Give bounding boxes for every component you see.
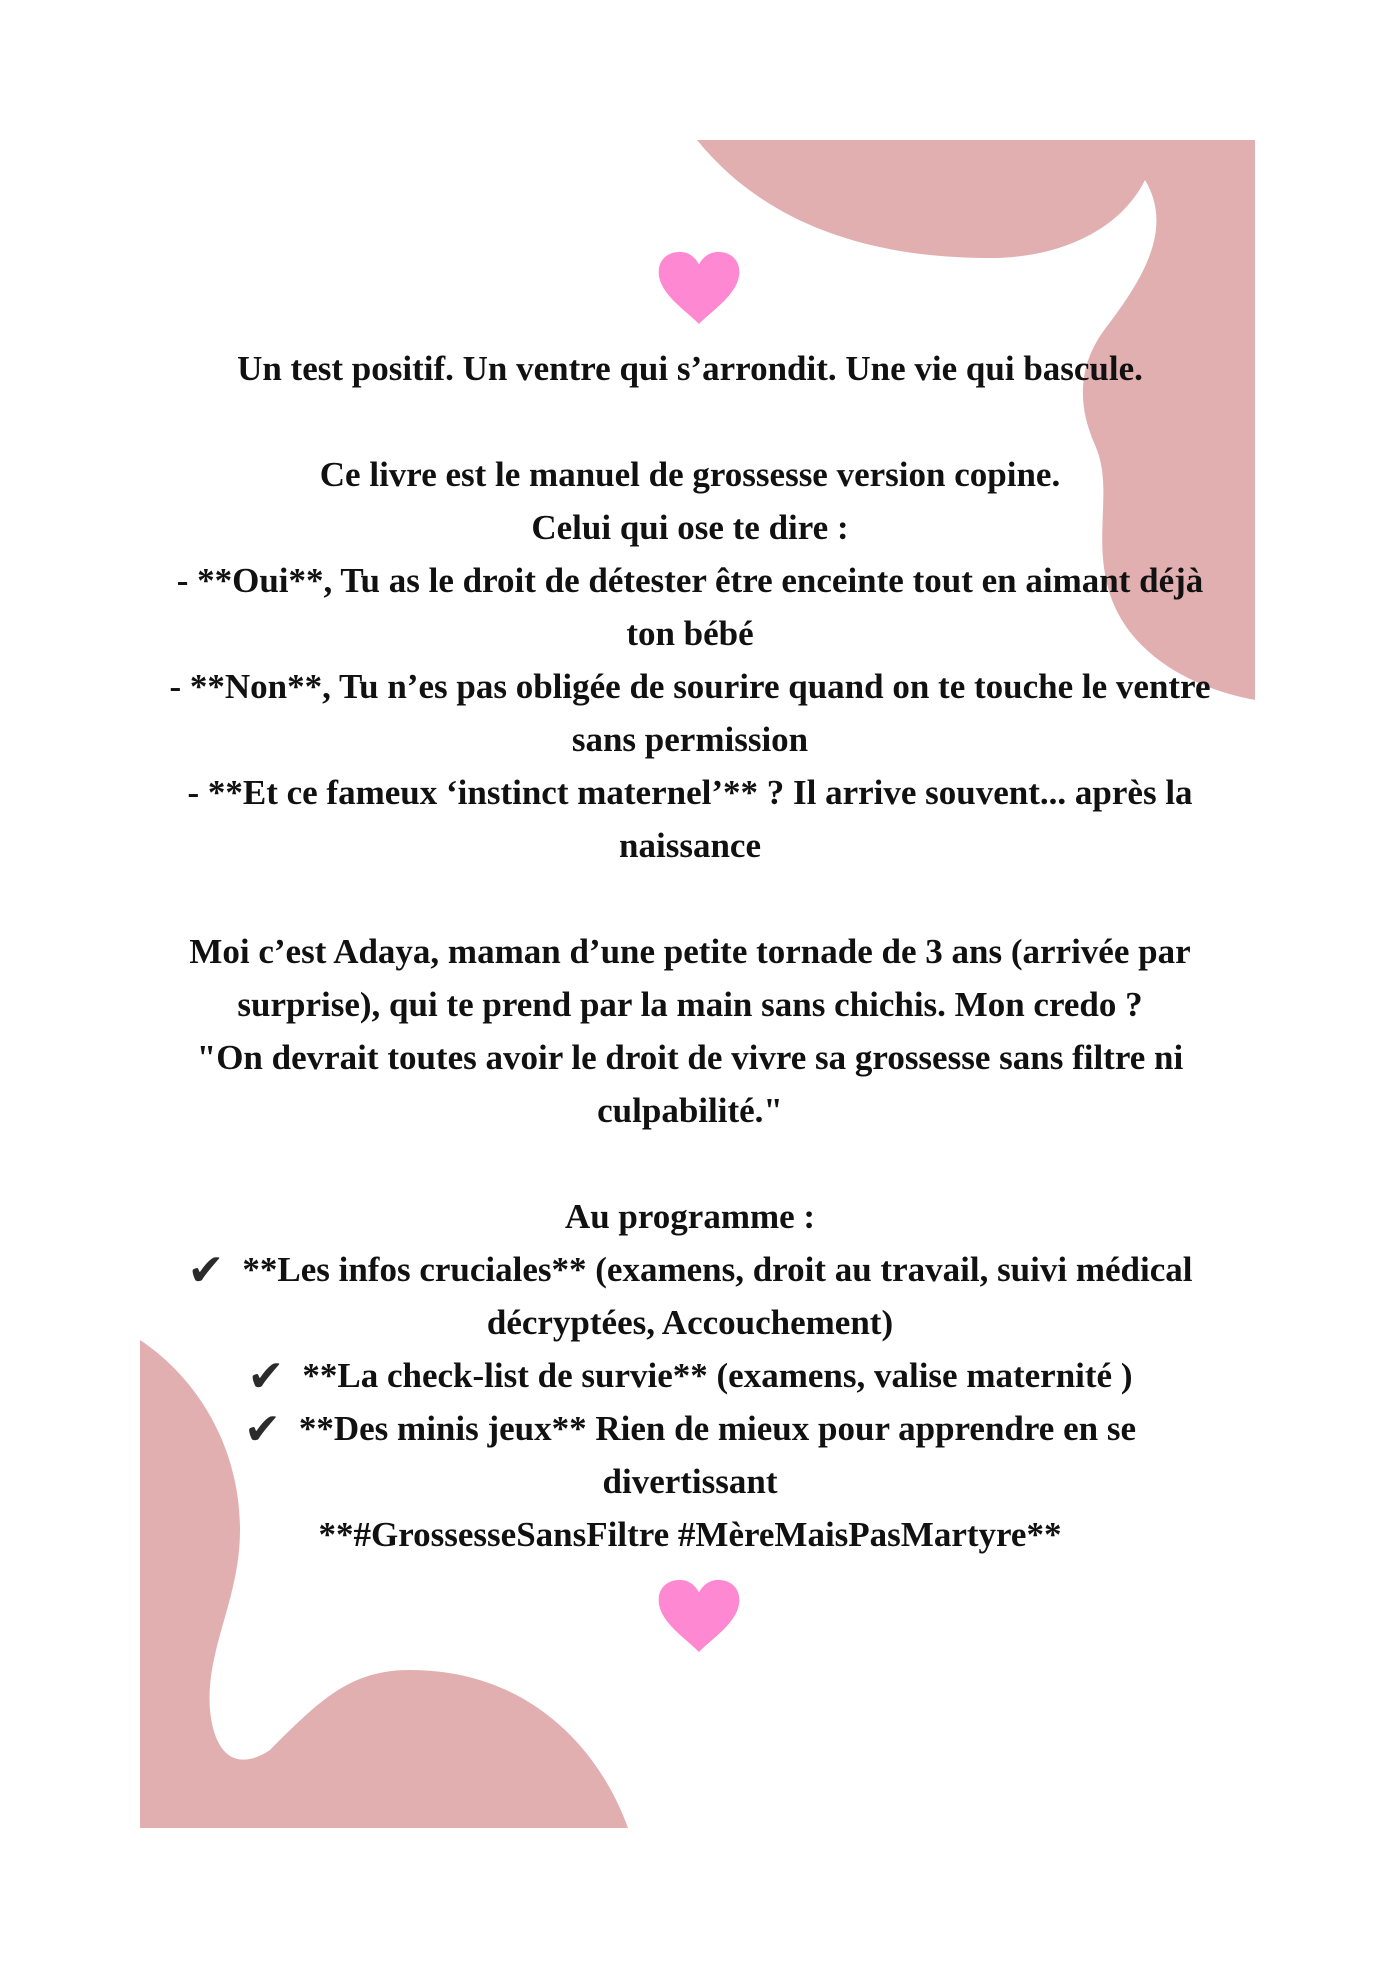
spacer [120, 872, 1260, 925]
intro-point: naissance [619, 826, 761, 865]
author-line: "On devrait toutes avoir le droit de vivre sa grossesse sans filtre ni [196, 1038, 1184, 1077]
program-item-text: **Les infos cruciales** (examens, droit au travail, suivi médical [242, 1250, 1193, 1289]
intro-point: - **Non**, Tu n’es pas obligée de sourire quand on te touche le ventre [169, 667, 1211, 706]
program-item-continued: divertissant [602, 1462, 778, 1501]
intro-line: Un test positif. Un ventre qui s’arrondit. Une vie qui bascule. [237, 349, 1143, 388]
program-item [120, 1349, 1260, 1402]
intro-line: Ce livre est le manuel de grossesse version copine. [319, 455, 1061, 494]
checkmark-icon: ✔ [243, 1404, 281, 1455]
author-line: culpabilité." [597, 1091, 783, 1130]
program-item [120, 1402, 1260, 1455]
intro-line: Celui qui ose te dire : [531, 508, 849, 547]
intro-point: ton bébé [626, 614, 754, 653]
program-heading: Au programme : [564, 1197, 816, 1236]
checkmark-icon: ✔ [247, 1351, 285, 1402]
main-text [120, 342, 1260, 1561]
intro-point: sans permission [571, 720, 809, 759]
spacer [120, 395, 1260, 448]
hashtags: **#GrossesseSansFiltre #MèreMaisPasMartyre** [318, 1515, 1062, 1554]
program-item-text: **La check-list de survie** (examens, valise maternité ) [302, 1356, 1133, 1395]
program-item-text: **Des minis jeux** Rien de mieux pour apprendre en se [298, 1409, 1136, 1448]
author-line: surprise), qui te prend par la main sans chichis. Mon credo ? [237, 985, 1143, 1024]
program-item-continued: décryptées, Accouchement) [486, 1303, 894, 1342]
heart-icon [657, 1578, 741, 1654]
checkmark-icon: ✔ [187, 1245, 225, 1296]
program-item [120, 1243, 1260, 1296]
spacer [120, 1137, 1260, 1190]
intro-point: - **Et ce fameux ‘instinct maternel’** ? Il arrive souvent... après la [187, 773, 1193, 812]
heart-icon [657, 250, 741, 326]
author-line: Moi c’est Adaya, maman d’une petite tornade de 3 ans (arrivée par [189, 932, 1191, 971]
intro-point: - **Oui**, Tu as le droit de détester être enceinte tout en aimant déjà [176, 561, 1204, 600]
